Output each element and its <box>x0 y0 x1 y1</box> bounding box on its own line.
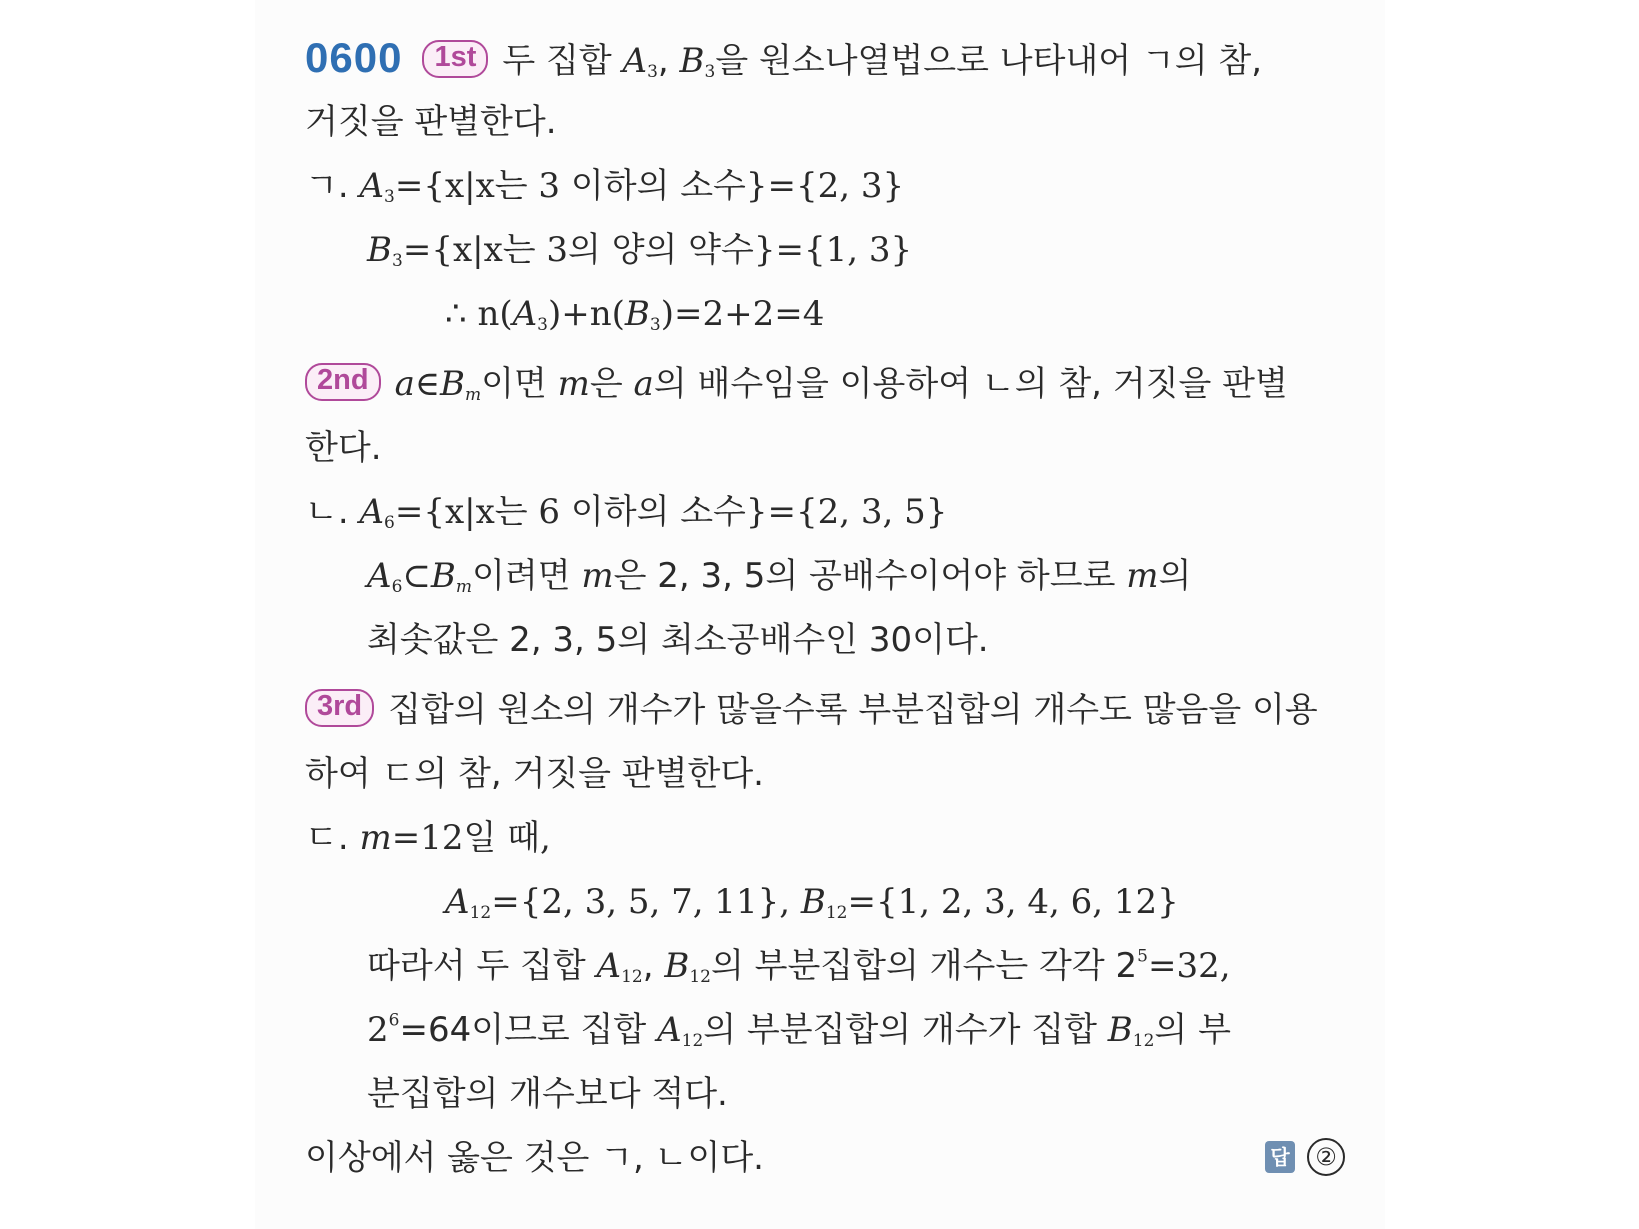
item-n-line3: 최솟값은 2, 3, 5의 최소공배수인 30이다. <box>367 620 989 660</box>
item-n-line1: ㄴ. $A_6=\{x|x$는 6 이하의 소수}={2, 3, 5} <box>305 492 948 534</box>
item-marker-d: ㄷ. <box>305 818 360 858</box>
step-badge-2nd: 2nd <box>305 363 381 401</box>
answer-mark <box>1265 1138 1345 1176</box>
problem-number: 0600 <box>305 34 403 81</box>
item-marker-g: ㄱ. <box>305 166 360 206</box>
item-g-line2: $B_3=\{x|x$는 3의 양의 약수}={1, 3} <box>367 230 913 272</box>
item-d-line3: 따라서 두 집합 $A_{12}$, $B_{12}$의 부분집합의 개수는 각각 $2^5=32$, <box>367 946 1231 988</box>
answer-badge: 답 <box>1265 1141 1295 1173</box>
step1-line2: 거짓을 판별한다. <box>305 102 557 142</box>
step1-line1: 0600 1st 두 집합 $A_3$, $B_3$을 원소나열법으로 나타내어 ㄱ의 참, <box>305 34 1263 83</box>
step-badge-3rd: 3rd <box>305 689 374 727</box>
conclusion-text: 이상에서 옳은 것은 ㄱ, ㄴ이다. <box>305 1138 764 1178</box>
step3-line2: 하여 ㄷ의 참, 거짓을 판별한다. <box>305 754 764 794</box>
item-n-line2: $A_6\subset B_m$이려면 m은 2, 3, 5의 공배수이어야 하므로 m의 <box>367 556 1192 598</box>
conclusion-line <box>305 1126 1345 1190</box>
solution-content <box>305 26 1345 1190</box>
item-d-line5: 분집합의 개수보다 적다. <box>367 1074 728 1114</box>
item-g-line1: ㄱ. $A_3=\{x|x$는 3 이하의 소수}={2, 3} <box>305 166 905 208</box>
item-g-line3: ∴ $n(A_3)+n(B_3)=2+2=4$ <box>445 294 825 336</box>
answer-value: ② <box>1307 1138 1345 1176</box>
step-badge-1st: 1st <box>422 40 488 78</box>
step2-line1: 2nd $a\in B_m$이면 m은 a의 배수임을 이용하여 ㄴ의 참, 거짓을 판별 <box>305 352 1345 416</box>
item-d-line2: $A_{12}=\{2$, 3, 5, 7, 11}, $B_{12}=\{1$, 2, 3, 4, 6, 12} <box>445 882 1179 924</box>
item-d-line4: $2^6=64$이므로 집합 $A_{12}$의 부분집합의 개수가 집합 $B_{12}$의 부 <box>367 1010 1231 1052</box>
step2-line2: 한다. <box>305 428 382 468</box>
item-marker-n: ㄴ. <box>305 492 360 532</box>
step3-line1: 3rd 집합의 원소의 개수가 많을수록 부분집합의 개수도 많음을 이용 <box>305 678 1345 742</box>
item-d-line1: ㄷ. m=12일 때, <box>305 818 551 858</box>
